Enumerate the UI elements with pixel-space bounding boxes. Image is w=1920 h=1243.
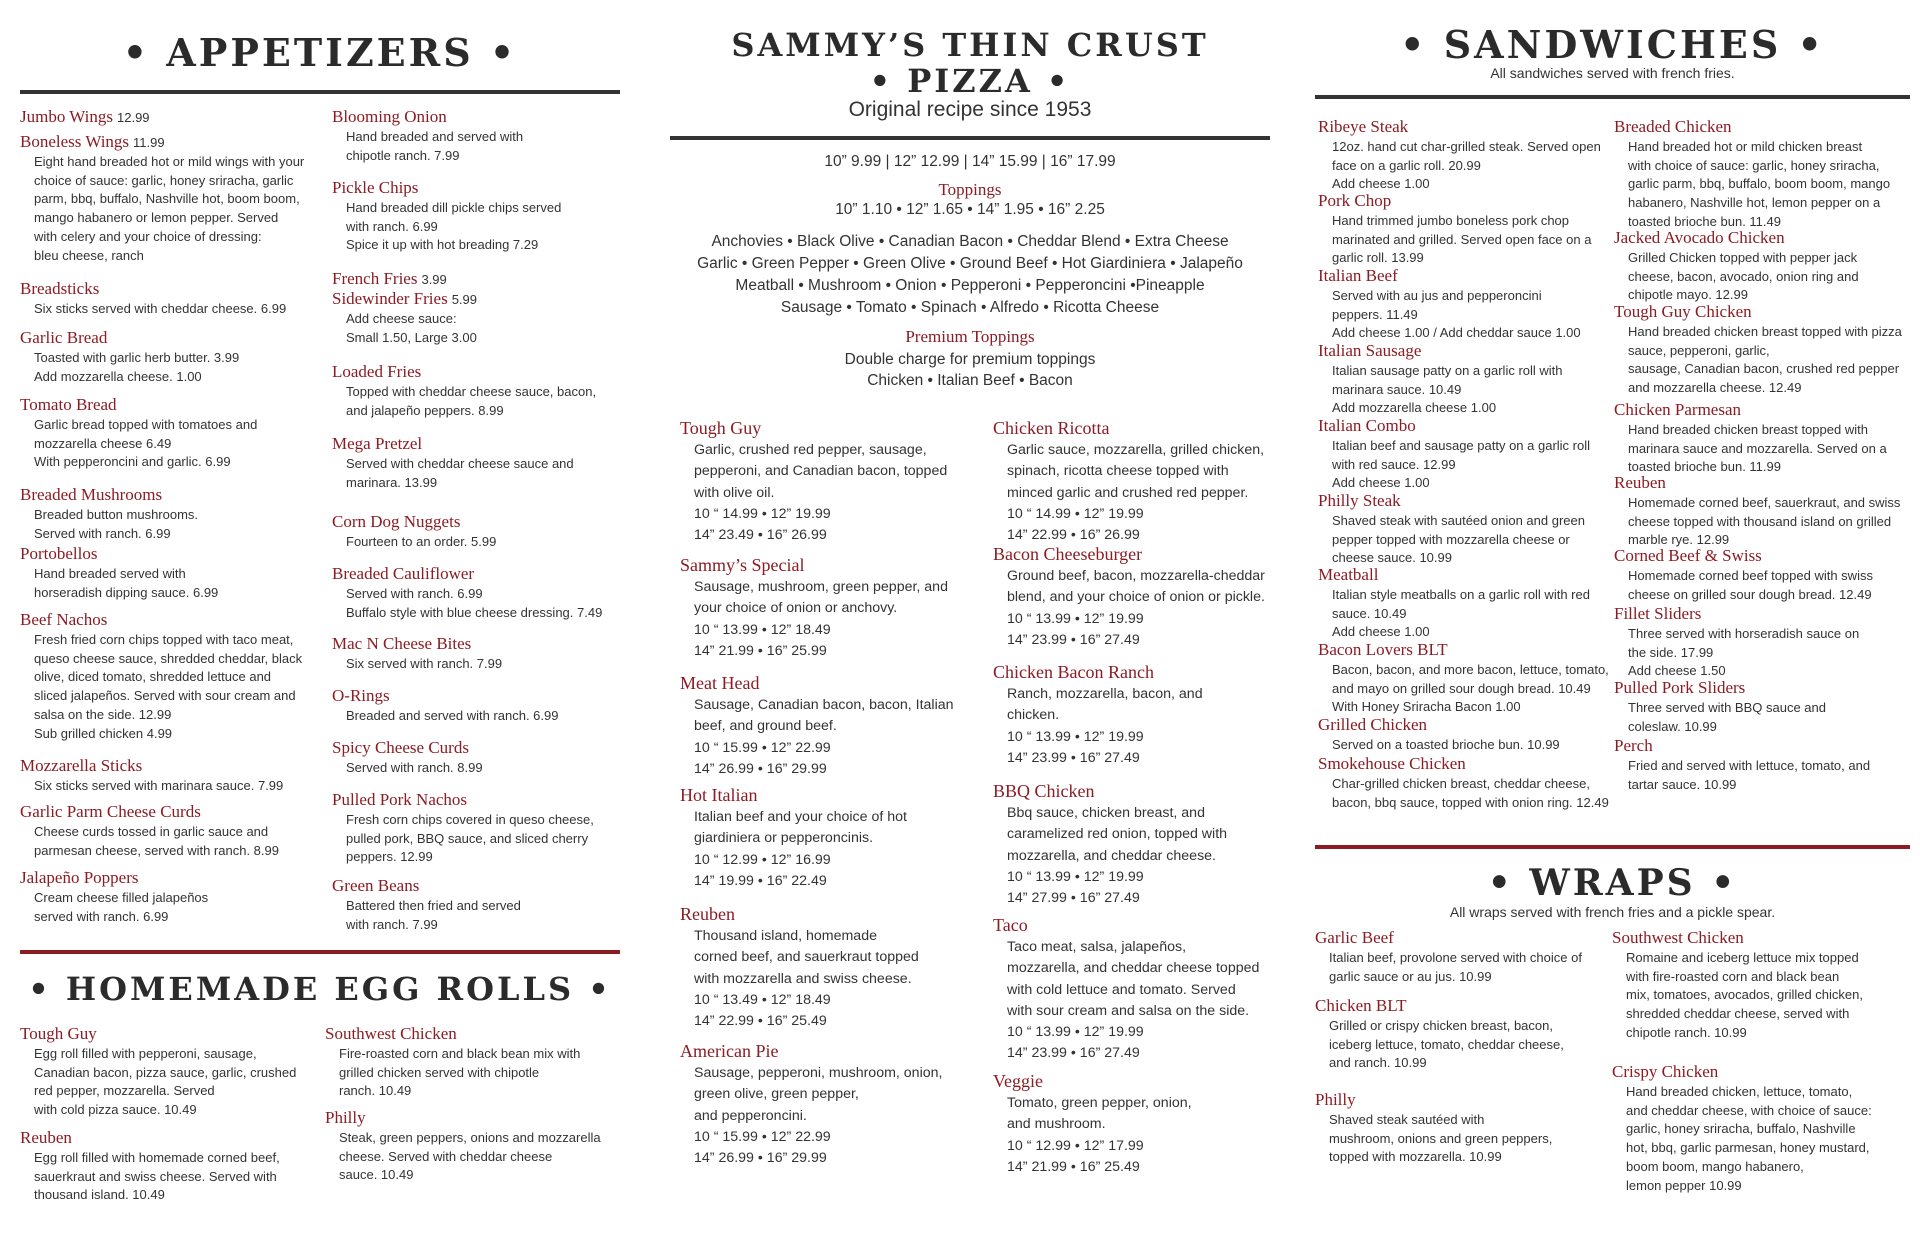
- menu-item: [680, 418, 990, 546]
- menu-item-description: Six sticks served with marinara sauce. 7.99: [34, 777, 284, 793]
- menu-item-description: Six sticks served with cheddar cheese. 6.99: [34, 300, 287, 316]
- menu-item-description: Steak, green peppers, onions and mozzarella cheese. Served with cheddar cheese sauce. 10.49: [339, 1129, 601, 1183]
- menu-item-name: Mac N Cheese Bites: [332, 634, 472, 653]
- menu-item-name: Breadsticks: [20, 279, 100, 298]
- menu-item-name: Pickle Chips: [332, 178, 419, 197]
- menu-item: [1315, 928, 1615, 986]
- premium-toppings-text: Double charge for premium toppings Chicken • Italian Beef • Bacon: [844, 351, 1096, 390]
- menu-item: [1318, 491, 1618, 568]
- sandwiches-subtitle: All sandwiches served with french fries.: [1490, 65, 1735, 81]
- menu-item: [680, 555, 990, 662]
- menu-item: [332, 634, 632, 674]
- menu-item-name: Smokehouse Chicken: [1318, 754, 1466, 773]
- menu-item-description: Battered then fried and served with ranch. 7.99: [346, 897, 521, 932]
- menu-item-description: Taco meat, salsa, jalapeños, mozzarella, and cheddar cheese topped with cold lettuce and tomato. Served with sour cream and salsa on the side. 10 “ 13.99 • 12” 19.99 14” 23.99 • 16” 27.49: [1007, 938, 1260, 1062]
- menu-item-name: Pulled Pork Sliders: [1614, 678, 1746, 697]
- menu-item: [993, 418, 1303, 546]
- toppings-title: Toppings: [938, 180, 1002, 199]
- menu-item: [680, 904, 990, 1032]
- menu-item: [325, 1024, 625, 1101]
- menu-item: [1318, 341, 1618, 418]
- menu-item: [332, 178, 632, 255]
- menu-item-description: Italian beef, provolone served with choice of garlic sauce or au jus. 10.99: [1329, 949, 1582, 984]
- menu-item-name: Corn Dog Nuggets: [332, 512, 461, 531]
- menu-item: [20, 756, 320, 796]
- menu-item-name: Ribeye Steak: [1318, 117, 1409, 136]
- menu-item-description: Garlic, crushed red pepper, sausage, pepperoni, and Canadian bacon, topped with olive oil. 10 “ 14.99 • 12” 19.99 14” 23.49 • 16” 26.99: [694, 441, 948, 544]
- menu-item-description: Hand breaded chicken, lettuce, tomato, and cheddar cheese, with choice of sauce: garlic, honey sriracha, buffalo, Nashville hot, bbq, garlic parmesan, honey mustard, boom boom, mango habanero, lemon pepper 10.99: [1626, 1083, 1872, 1193]
- menu-item-description: Italian style meatballs on a garlic roll with red sauce. 10.49 Add cheese 1.00: [1332, 586, 1590, 640]
- menu-item-name: Loaded Fries: [332, 362, 422, 381]
- eggrolls-title: • HOMEMADE EGG ROLLS •: [28, 970, 612, 1008]
- menu-item-description: Toasted with garlic herb butter. 3.99 Add mozzarella cheese. 1.00: [34, 349, 240, 384]
- menu-item-name: Garlic Parm Cheese Curds: [20, 802, 201, 821]
- menu-item: [332, 107, 632, 165]
- menu-item: [325, 1108, 625, 1185]
- toppings-prices: 10” 1.10 • 12” 1.65 • 14” 1.95 • 16” 2.25: [835, 201, 1105, 218]
- menu-item-description: Eight hand breaded hot or mild wings with your choice of sauce: garlic, honey sriracha, garlic parm, bbq, buffalo, Nashville hot, boom boom, mango habanero or lemon pepper. Served with celery and your choice of dressing: bleu cheese, ranch: [34, 153, 305, 263]
- menu-item-name: Reuben: [20, 1128, 72, 1147]
- menu-item-description: Grilled Chicken topped with pepper jack cheese, bacon, avocado, onion ring and chipotle mayo. 12.99: [1628, 249, 1859, 303]
- menu-item-description: Sausage, pepperoni, mushroom, onion, green olive, green pepper, and pepperoncini. 10 “ 15.99 • 12” 22.99 14” 26.99 • 16” 29.99: [694, 1064, 943, 1167]
- menu-item-description: Breaded button mushrooms. Served with ranch. 6.99: [34, 506, 199, 541]
- menu-item-description: Cream cheese filled jalapeños served with ranch. 6.99: [34, 889, 209, 924]
- menu-item-description: Italian sausage patty on a garlic roll with marinara sauce. 10.49 Add mozzarella cheese 1.00: [1332, 362, 1563, 416]
- menu-item-description: Hand breaded dill pickle chips served with ranch. 6.99 Spice it up with hot breading 7.29: [346, 199, 562, 253]
- menu-item-description: Shaved steak sautéed with mushroom, onions and green peppers, topped with mozzarella. 10.99: [1329, 1111, 1553, 1165]
- menu-item-name: Breaded Chicken: [1614, 117, 1732, 136]
- pizza-rule: [670, 136, 1270, 140]
- menu-item-name: Reuben: [1614, 473, 1666, 492]
- menu-item-name: Hot Italian: [680, 785, 758, 805]
- menu-item: [332, 738, 632, 778]
- menu-item-name: Green Beans: [332, 876, 420, 895]
- menu-item: [20, 1128, 320, 1205]
- menu-item-name: Grilled Chicken: [1318, 715, 1428, 734]
- menu-item-name: O-Rings: [332, 686, 390, 705]
- menu-item-description: Fourteen to an order. 5.99: [346, 533, 497, 549]
- menu-item-description: Three served with BBQ sauce and coleslaw. 10.99: [1628, 699, 1826, 734]
- menu-item: [1318, 565, 1618, 642]
- menu-item-description: Served with au jus and pepperoncini peppers. 11.49 Add cheese 1.00 / Add cheddar sauce 1.00: [1332, 287, 1581, 341]
- menu-item-price: 5.99: [451, 292, 477, 307]
- menu-item: [1318, 715, 1618, 755]
- menu-item: [1614, 228, 1914, 305]
- menu-item-description: Garlic sauce, mozzarella, grilled chicken, spinach, ricotta cheese topped with minced garlic and crushed red pepper. 10 “ 14.99 • 12” 19.99 14” 22.99 • 16” 26.99: [1007, 441, 1265, 544]
- menu-item-name: Boneless Wings: [20, 132, 130, 151]
- menu-item-name: Perch: [1614, 736, 1653, 755]
- menu-item-description: Bbq sauce, chicken breast, and caramelized red onion, topped with mozzarella, and cheddar cheese. 10 “ 13.99 • 12” 19.99 14” 27.99 • 16” 27.49: [1007, 804, 1228, 907]
- menu-item-name: Italian Beef: [1318, 266, 1398, 285]
- menu-item: [332, 686, 632, 726]
- menu-item-description: Egg roll filled with homemade corned beef, sauerkraut and swiss cheese. Served with thousand island. 10.49: [34, 1149, 280, 1203]
- pizza-title-line-1: SAMMY’S THIN CRUST: [731, 26, 1209, 64]
- menu-item: [20, 107, 320, 128]
- menu-item-description: Thousand island, homemade corned beef, and sauerkraut topped with mozzarella and swiss cheese. 10 “ 13.49 • 12” 18.49 14” 22.99 • 16” 25.49: [694, 927, 919, 1030]
- menu-item: [1614, 117, 1914, 232]
- menu-item-name: Garlic Bread: [20, 328, 108, 347]
- menu-item: [1614, 678, 1914, 736]
- menu-item: [20, 802, 320, 860]
- menu-item: [332, 289, 632, 347]
- menu-item-name: Tough Guy: [680, 418, 762, 438]
- menu-item-description: Hand breaded served with horseradish dipping sauce. 6.99: [34, 565, 219, 600]
- menu-item-name: Tough Guy: [20, 1024, 97, 1043]
- menu-item-name: Italian Sausage: [1318, 341, 1422, 360]
- menu-item: [1315, 1090, 1615, 1167]
- menu-item-description: Fresh corn chips covered in queso cheese, pulled pork, BBQ sauce, and sliced cherry peppers. 12.99: [346, 811, 594, 865]
- menu-item-description: Served with cheddar cheese sauce and marinara. 13.99: [346, 455, 574, 490]
- menu-item: [1614, 302, 1914, 398]
- menu-item-name: Jacked Avocado Chicken: [1614, 228, 1785, 247]
- menu-item: [680, 785, 990, 892]
- menu-item: [20, 395, 320, 472]
- menu-item-name: Southwest Chicken: [325, 1024, 457, 1043]
- pizza-subtitle: Original recipe since 1953: [848, 98, 1092, 121]
- menu-item-description: Served with ranch. 8.99: [346, 759, 483, 775]
- menu-item-name: Sidewinder Fries: [332, 289, 448, 308]
- menu-item: [680, 673, 990, 780]
- menu-item-name: Breaded Mushrooms: [20, 485, 163, 504]
- menu-item: [993, 544, 1303, 651]
- menu-item: [993, 1071, 1303, 1178]
- menu-item-name: Taco: [993, 915, 1028, 935]
- menu-item-description: Fried and served with lettuce, tomato, and tartar sauce. 10.99: [1628, 757, 1871, 792]
- menu-item-description: Sausage, mushroom, green pepper, and your choice of onion or anchovy. 10 “ 13.99 • 12” 18.49 14” 21.99 • 16” 25.99: [694, 578, 948, 659]
- menu-item-description: Grilled or crispy chicken breast, bacon, iceberg lettuce, tomato, cheddar cheese, and ranch. 10.99: [1329, 1017, 1564, 1071]
- menu-item: [1612, 928, 1912, 1043]
- menu-item-name: Philly Steak: [1318, 491, 1401, 510]
- menu-item-description: Six served with ranch. 7.99: [346, 655, 503, 671]
- menu-item: [993, 662, 1303, 769]
- menu-item: [1612, 1062, 1912, 1196]
- appetizers-rule: [20, 90, 620, 94]
- menu-item-description: Hand breaded hot or mild chicken breast with choice of sauce: garlic, honey sriracha, garlic parm, bbq, buffalo, boom boom, mango habanero, Nashville hot, lemon pepper on a toasted brioche bun. 11.49: [1628, 138, 1891, 230]
- menu-item-description: Hand breaded chicken breast topped with marinara sauce and mozzarella. Served on a toasted brioche bun. 11.99: [1628, 421, 1887, 475]
- menu-item-name: Portobellos: [20, 544, 98, 563]
- menu-item-name: French Fries: [332, 269, 418, 288]
- menu-item: [1614, 604, 1914, 681]
- menu-item: [332, 512, 632, 552]
- menu-item-name: Mozzarella Sticks: [20, 756, 143, 775]
- menu-item-description: Ranch, mozzarella, bacon, and chicken. 10 “ 13.99 • 12” 19.99 14” 23.99 • 16” 27.49: [1007, 685, 1203, 766]
- sandwiches-title: • SANDWICHES •: [1400, 22, 1825, 67]
- menu-item: [332, 876, 632, 934]
- menu-item-name: Blooming Onion: [332, 107, 447, 126]
- menu-item-description: Served on a toasted brioche bun. 10.99: [1332, 736, 1560, 752]
- menu-item: [1318, 416, 1618, 493]
- menu-item: [993, 915, 1303, 1065]
- menu-item-description: Fire-roasted corn and black bean mix with grilled chicken served with chipotle ranch. 10.49: [339, 1045, 581, 1099]
- menu-item: [1318, 640, 1618, 717]
- menu-item: [20, 485, 320, 543]
- wraps-subtitle: All wraps served with french fries and a pickle spear.: [1449, 904, 1776, 920]
- menu-item: [993, 781, 1303, 909]
- menu-item-name: Philly: [325, 1108, 366, 1127]
- menu-item-price: 12.99: [117, 110, 150, 125]
- menu-item-name: BBQ Chicken: [993, 781, 1095, 801]
- menu-item-description: Romaine and iceberg lettuce mix topped with fire-roasted corn and black bean mix, tomatoes, avocados, grilled chicken, shredded cheddar cheese, served with chipotle ranch. 10.99: [1626, 949, 1863, 1041]
- menu-item-name: Chicken Parmesan: [1614, 400, 1741, 419]
- menu-item-name: Tomato Bread: [20, 395, 117, 414]
- menu-item-name: Breaded Cauliflower: [332, 564, 475, 583]
- menu-item: [1318, 266, 1618, 343]
- menu-item-description: Char-grilled chicken breast, cheddar cheese, bacon, bbq sauce, topped with onion ring. 12.49: [1332, 775, 1609, 810]
- menu-item-description: Bacon, bacon, and more bacon, lettuce, tomato, and mayo on grilled sour dough bread. 10.49 With Honey Sriracha Bacon 1.00: [1332, 661, 1609, 715]
- menu-item-name: Meat Head: [680, 673, 760, 693]
- menu-item-description: Tomato, green pepper, onion, and mushroom. 10 “ 12.99 • 12” 17.99 14” 21.99 • 16” 25.49: [1007, 1094, 1192, 1175]
- menu-item-description: Breaded and served with ranch. 6.99: [346, 707, 559, 723]
- menu-item-price: 3.99: [421, 272, 447, 287]
- menu-item-description: Hand breaded and served with chipotle ranch. 7.99: [346, 128, 524, 163]
- menu-item: [20, 279, 320, 319]
- menu-item: [332, 564, 632, 622]
- menu-item-name: Pork Chop: [1318, 191, 1392, 210]
- menu-item-name: Bacon Cheeseburger: [993, 544, 1143, 564]
- menu-item-description: Hand trimmed jumbo boneless pork chop marinated and grilled. Served open face on a garlic roll. 13.99: [1332, 212, 1592, 266]
- menu-item-name: Meatball: [1318, 565, 1379, 584]
- menu-item: [332, 269, 632, 290]
- menu-item: [1614, 473, 1914, 550]
- menu-item-name: Veggie: [993, 1071, 1043, 1091]
- menu-item-description: Italian beef and sausage patty on a garlic roll with red sauce. 12.99 Add cheese 1.00: [1332, 437, 1591, 491]
- menu-item-name: Crispy Chicken: [1612, 1062, 1719, 1081]
- menu-item-name: Bacon Lovers BLT: [1318, 640, 1448, 659]
- menu-item-description: Homemade corned beef, sauerkraut, and swiss cheese topped with thousand island on grilled marble rye. 12.99: [1628, 494, 1901, 548]
- toppings-list: Anchovies • Black Olive • Canadian Bacon • Cheddar Blend • Extra Cheese Garlic • Green Pepper • Green Olive • Ground Beef • Hot Giardiniera • Jalapeño Meatball • Mushroom • Onion • Pepperoni • Pepperoncini •Pineapple Sausage • Tomato • Spinach • Alfredo • Ricotta Cheese: [697, 233, 1243, 316]
- menu-item-name: Jalapeño Poppers: [20, 868, 139, 887]
- menu-item: [1318, 191, 1618, 268]
- menu-item-description: Sausage, Canadian bacon, bacon, Italian beef, and ground beef. 10 “ 15.99 • 12” 22.99 14” 26.99 • 16” 29.99: [694, 696, 954, 777]
- menu-item: [20, 610, 320, 744]
- menu-item-description: Three served with horseradish sauce on the side. 17.99 Add cheese 1.50: [1628, 625, 1860, 679]
- menu-item: [332, 790, 632, 867]
- premium-toppings-title: Premium Toppings: [905, 327, 1035, 346]
- menu-item: [20, 868, 320, 926]
- menu-item: [1318, 754, 1618, 812]
- menu-item-name: Chicken Ricotta: [993, 418, 1110, 438]
- pizza-sizes: 10” 9.99 | 12” 12.99 | 14” 15.99 | 16” 17.99: [824, 153, 1116, 170]
- menu-item-description: Hand breaded chicken breast topped with pizza sauce, pepperoni, garlic, sausage, Canadian bacon, crushed red pepper and mozzarella cheese. 12.49: [1628, 323, 1902, 396]
- menu-item-name: Pulled Pork Nachos: [332, 790, 468, 809]
- menu-item-description: Fresh fried corn chips topped with taco meat, queso cheese sauce, shredded cheddar, black olive, diced tomato, shredded lettuce and sliced jalapeños. Served with sour cream and salsa on the side. 12.99 Sub grilled chicken 4.99: [34, 631, 303, 741]
- menu-item-description: Garlic bread topped with tomatoes and mozzarella cheese 6.49 With pepperoncini and garlic. 6.99: [34, 416, 258, 470]
- menu-item-name: Jumbo Wings: [20, 107, 113, 126]
- menu-item-name: Beef Nachos: [20, 610, 108, 629]
- menu-item-name: Spicy Cheese Curds: [332, 738, 469, 757]
- appetizers-title: • APPETIZERS •: [122, 30, 518, 75]
- menu-item: [1315, 996, 1615, 1073]
- menu-item-description: 12oz. hand cut char-grilled steak. Served open face on a garlic roll. 20.99 Add cheese 1.00: [1332, 138, 1601, 192]
- menu-item: [1318, 117, 1618, 194]
- menu-item-name: American Pie: [680, 1041, 779, 1061]
- menu-item-name: Fillet Sliders: [1614, 604, 1702, 623]
- wraps-top-rule: [1315, 845, 1910, 849]
- menu-item-name: Tough Guy Chicken: [1614, 302, 1752, 321]
- menu-item-description: Add cheese sauce: Small 1.50, Large 3.00: [346, 310, 477, 345]
- menu-item-name: Philly: [1315, 1090, 1356, 1109]
- menu-item-description: Egg roll filled with pepperoni, sausage, Canadian bacon, pizza sauce, garlic, crushed red pepper, mozzarella. Served with cold pizza sauce. 10.49: [34, 1045, 297, 1118]
- menu-item-description: Topped with cheddar cheese sauce, bacon, and jalapeño peppers. 8.99: [346, 383, 597, 418]
- menu-item-description: Shaved steak with sautéed onion and green pepper topped with mozzarella cheese or cheese sauce. 10.99: [1332, 512, 1585, 566]
- menu-item-name: Italian Combo: [1318, 416, 1416, 435]
- menu-item-description: Homemade corned beef topped with swiss cheese on grilled sour dough bread. 12.49: [1628, 567, 1873, 602]
- menu-item: [1614, 546, 1914, 604]
- menu-item: [680, 1041, 990, 1169]
- menu-item: [20, 544, 320, 602]
- eggrolls-top-rule: [20, 950, 620, 954]
- menu-item-name: Reuben: [680, 904, 735, 924]
- menu-item-name: Chicken BLT: [1315, 996, 1407, 1015]
- menu-item-name: Corned Beef & Swiss: [1614, 546, 1762, 565]
- menu-item-description: Ground beef, bacon, mozzarella-cheddar blend, and your choice of onion or pickle. 10 “ 13.99 • 12” 19.99 14” 23.99 • 16” 27.49: [1007, 567, 1265, 648]
- wraps-title: • WRAPS •: [1487, 862, 1738, 904]
- menu-item-price: 11.99: [133, 135, 165, 150]
- menu-item: [332, 362, 632, 420]
- menu-item-name: Mega Pretzel: [332, 434, 423, 453]
- menu-item: [20, 328, 320, 386]
- menu-item: [1614, 736, 1914, 794]
- menu-item: [1614, 400, 1914, 477]
- menu-item: [20, 132, 320, 266]
- pizza-title-line-2: • PIZZA •: [869, 62, 1071, 100]
- menu-item-name: Chicken Bacon Ranch: [993, 662, 1154, 682]
- menu-item-name: Southwest Chicken: [1612, 928, 1744, 947]
- menu-item-description: Served with ranch. 6.99 Buffalo style with blue cheese dressing. 7.49: [346, 585, 603, 620]
- menu-item-description: Italian beef and your choice of hot giardiniera or pepperoncinis. 10 “ 12.99 • 12” 16.99 14” 19.99 • 16” 22.49: [694, 808, 907, 889]
- menu-item: [20, 1024, 320, 1120]
- sandwiches-rule: [1315, 95, 1910, 99]
- menu-item-name: Garlic Beef: [1315, 928, 1394, 947]
- menu-item-description: Cheese curds tossed in garlic sauce and parmesan cheese, served with ranch. 8.99: [34, 823, 279, 858]
- menu-item: [332, 434, 632, 492]
- menu-item-name: Sammy’s Special: [680, 555, 805, 575]
